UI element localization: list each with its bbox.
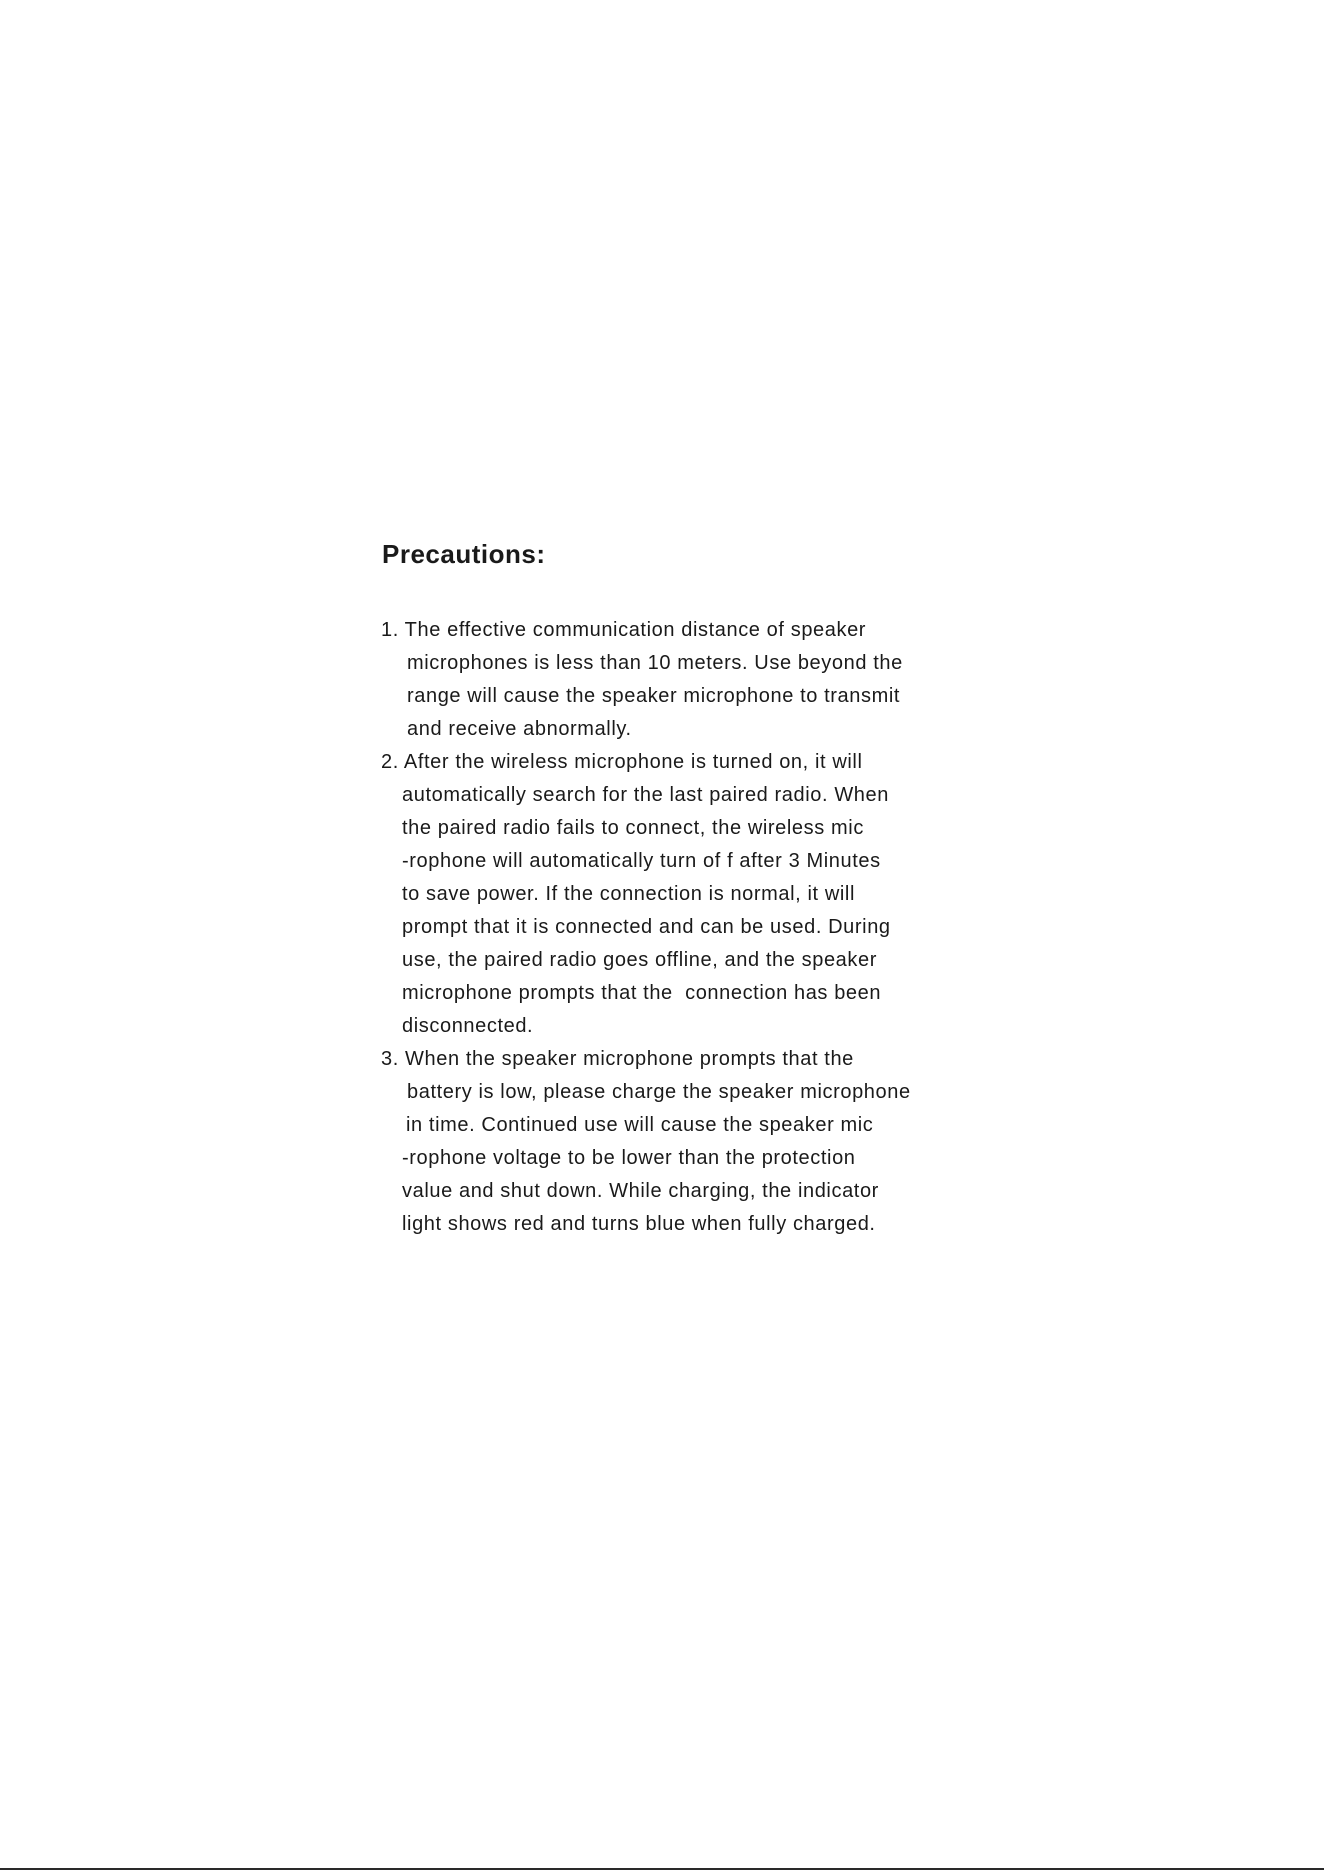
item-1-line-4: and receive abnormally.: [407, 718, 632, 740]
bottom-rule: [0, 1868, 1324, 1870]
item-3-line-6: light shows red and turns blue when fully charged.: [402, 1213, 876, 1235]
item-2-line-5: to save power. If the connection is normal, it will: [402, 883, 856, 905]
item-3-line-2: battery is low, please charge the speaker microphone: [407, 1081, 911, 1103]
item-2-line-1: 2. After the wireless microphone is turned on, it will: [381, 751, 863, 773]
item-3-line-1: 3. When the speaker microphone prompts that the: [381, 1048, 854, 1070]
item-1-line-1: 1. The effective communication distance of speaker: [381, 619, 867, 641]
item-1-line-2: microphones is less than 10 meters. Use beyond the: [407, 652, 903, 674]
item-2-line-7: use, the paired radio goes offline, and the speaker: [402, 949, 877, 971]
item-3-line-3: in time. Continued use will cause the speaker mic: [406, 1114, 874, 1136]
item-3-line-5: value and shut down. While charging, the indicator: [402, 1180, 879, 1202]
item-2-line-2: automatically search for the last paired radio. When: [402, 784, 889, 806]
item-1-line-3: range will cause the speaker microphone to transmit: [407, 685, 901, 707]
item-3-line-4: -rophone voltage to be lower than the protection: [402, 1147, 856, 1169]
item-2-line-4: -rophone will automatically turn of f after 3 Minutes: [402, 850, 881, 872]
item-2-line-9: disconnected.: [402, 1015, 534, 1037]
item-2-line-8: microphone prompts that the connection has been: [402, 982, 882, 1004]
item-2-line-6: prompt that it is connected and can be used. During: [402, 916, 891, 938]
precautions-title: Precautions:: [382, 539, 546, 569]
item-2-line-3: the paired radio fails to connect, the wireless mic: [402, 817, 864, 839]
